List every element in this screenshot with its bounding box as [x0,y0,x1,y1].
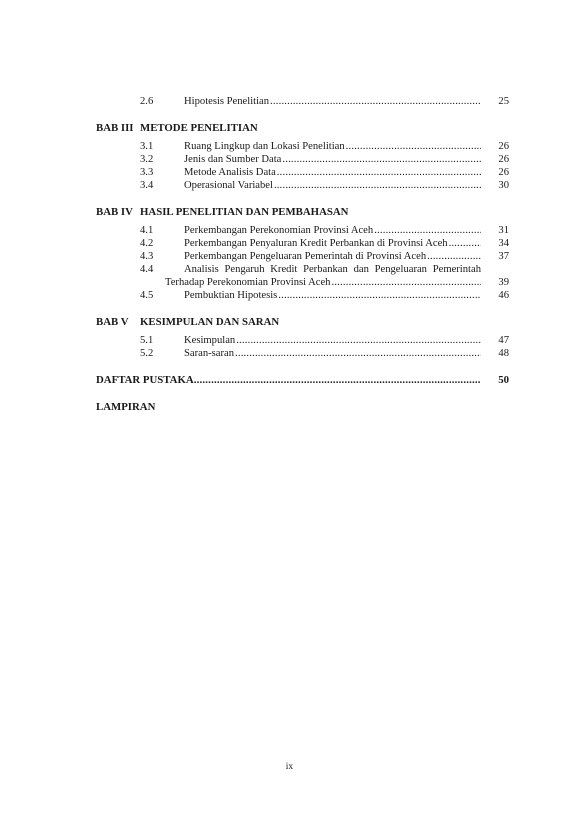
toc-entry-title: Operasional Variabel [184,180,273,191]
toc-entry-page: 34 [498,238,509,249]
leader-dots [374,224,481,237]
toc-entry-3-1 [96,140,509,153]
toc-entry-lampiran [96,401,509,414]
chapter-title: METODE PENELITIAN [140,122,258,134]
toc-entry-page: 37 [498,251,509,262]
toc-entry-number: 3.1 [140,141,154,152]
toc-entry-3-3 [96,166,509,179]
chapter-label: BAB III [96,122,134,134]
toc-entry-4-2 [96,237,509,250]
toc-entry-number: 5.1 [140,335,154,346]
toc-entry-title: Perkembangan Perekonomian Provinsi Aceh [184,225,374,236]
toc-entry-4-3 [96,250,509,263]
toc-entry-title: Perkembangan Pengeluaran Pemerintah di Provinsi Aceh [184,251,427,262]
leader-dots [282,153,481,166]
toc-entry-page: 31 [498,225,509,236]
toc-entry-number: 4.3 [140,251,154,262]
toc-entry-4-5 [96,289,509,302]
chapter-heading-bab-iii [96,122,509,135]
toc-entry-page: 26 [498,154,509,165]
toc-entry-4-4 [96,263,509,289]
toc-entry-number: 3.3 [140,167,154,178]
toc-entry-title-line-2: Terhadap Perekonomian Provinsi Aceh [165,277,331,288]
leader-dots [346,140,481,153]
leader-dots [274,179,481,192]
toc-entry-title: Pembuktian Hipotesis [184,290,278,301]
toc-entry-title-line-1: Analisis Pengaruh Kredit Perbankan dan Pengeluaran Pemerintah [184,264,481,275]
toc-entry-page: 26 [498,167,509,178]
table-of-contents [96,95,509,414]
chapter-label: BAB IV [96,206,133,218]
toc-entry-number: 5.2 [140,348,154,359]
chapter-heading-bab-iv [96,206,509,219]
toc-entry-3-2 [96,153,509,166]
leader-dots [270,95,481,108]
toc-entry-title: Jenis dan Sumber Data [184,154,282,165]
chapter-heading-bab-v [96,316,509,329]
leader-dots [277,166,481,179]
toc-entry-number: 3.4 [140,180,154,191]
leader-dots [449,237,481,250]
toc-entry-title: DAFTAR PUSTAKA [96,374,194,386]
toc-entry-number: 4.4 [140,264,154,275]
toc-entry-3-4 [96,179,509,192]
toc-entry-page: 47 [498,335,509,346]
toc-entry-5-2 [96,347,509,360]
page-number: ix [285,762,294,772]
leader-dots [331,276,481,289]
toc-entry-page: 30 [498,180,509,191]
chapter-title: HASIL PENELITIAN DAN PEMBAHASAN [140,206,349,218]
toc-entry-title: LAMPIRAN [96,401,156,413]
toc-entry-4-1 [96,224,509,237]
leader-dots [194,374,481,387]
toc-entry-number: 4.5 [140,290,154,301]
leader-dots [236,334,481,347]
toc-entry-title: Kesimpulan [184,335,236,346]
toc-entry-page: 48 [498,348,509,359]
toc-entry-page: 39 [498,277,509,288]
toc-entry-2-6 [96,95,509,108]
toc-entry-number: 3.2 [140,154,154,165]
toc-entry-5-1 [96,334,509,347]
toc-entry-page: 25 [498,96,509,107]
chapter-title: KESIMPULAN DAN SARAN [140,316,280,328]
toc-entry-daftar-pustaka [96,374,509,387]
chapter-label: BAB V [96,316,129,328]
toc-entry-title: Hipotesis Penelitian [184,96,270,107]
leader-dots [427,250,481,263]
leader-dots [235,347,481,360]
toc-entry-title: Metode Analisis Data [184,167,276,178]
toc-entry-number: 4.1 [140,225,154,236]
toc-entry-title: Ruang Lingkup dan Lokasi Penelitian [184,141,345,152]
toc-entry-page: 46 [498,290,509,301]
toc-entry-page: 50 [498,374,509,386]
toc-entry-number: 2.6 [140,96,154,107]
toc-entry-number: 4.2 [140,238,154,249]
toc-entry-page: 26 [498,141,509,152]
toc-entry-title: Saran-saran [184,348,234,359]
toc-entry-title: Perkembangan Penyaluran Kredit Perbankan di Provinsi Aceh [184,238,448,249]
leader-dots [278,289,481,302]
